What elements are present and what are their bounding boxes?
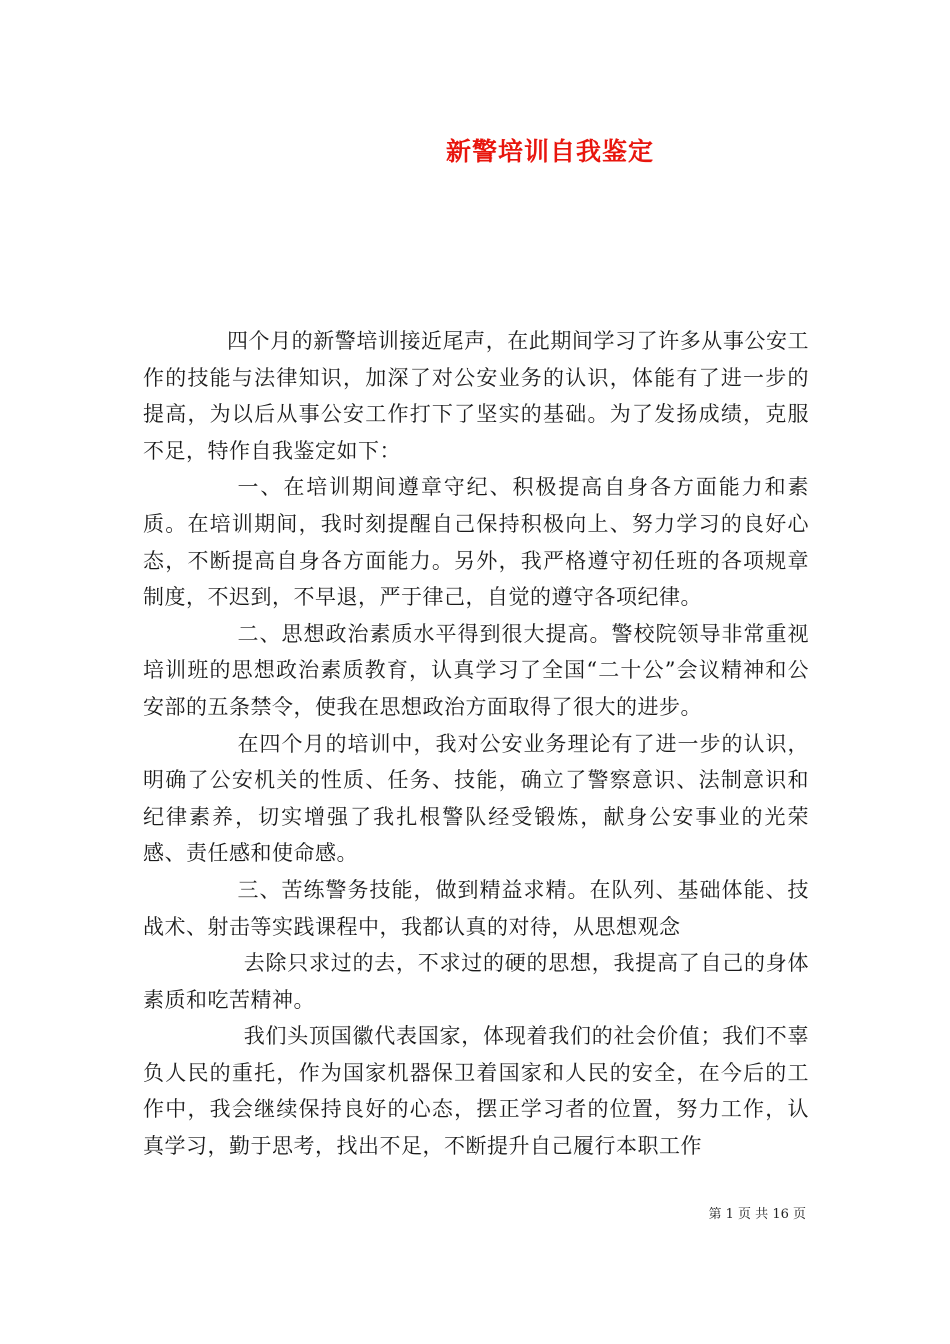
paragraph-closing: 我们头顶国徽代表国家，体现着我们的社会价值；我们不辜负人民的重托，作为国家机器保卫着国家和人民的安全，在今后的工作中，我会继续保持良好的心态，摆正学习者的位置，努力工作，认真学习，勤于思考，找出不足，不断提升自己履行本职工作 bbox=[143, 1024, 809, 1159]
paragraph-intro: 四个月的新警培训接近尾声，在此期间学习了许多从事公安工作的技能与法律知识，加深了对公安业务的认识，体能有了进一步的提高，为以后从事公安工作打下了坚实的基础。为了发扬成绩，克服不足，特作自我鉴定如下： bbox=[143, 329, 809, 463]
page-number-footer: 第 1 页 共 16 页 bbox=[708, 1207, 806, 1222]
document-body bbox=[143, 323, 809, 1165]
paragraph-section-1: 一、在培训期间遵章守纪、积极提高自身各方面能力和素质。在培训期间，我时刻提醒自己保持积极向上、努力学习的良好心态，不断提高自身各方面能力。另外，我严格遵守初任班的各项规章制度，不迟到，不早退，严于律己，自觉的遵守各项纪律。 bbox=[143, 475, 809, 610]
paragraph-section-3-continued: 去除只求过的去，不求过的硬的思想，我提高了自己的身体素质和吃苦精神。 bbox=[143, 951, 809, 1012]
paragraph-training-reflection: 在四个月的培训中，我对公安业务理论有了进一步的认识，明确了公安机关的性质、任务、技能，确立了警察意识、法制意识和纪律素养，切实增强了我扎根警队经受锻炼，献身公安事业的光荣感、责任感和使命感。 bbox=[143, 731, 809, 866]
document-title: 新警培训自我鉴定 bbox=[445, 137, 654, 166]
paragraph-section-2: 二、思想政治素质水平得到很大提高。警校院领导非常重视培训班的思想政治素质教育，认真学习了全国“二十公”会议精神和公安部的五条禁令，使我在思想政治方面取得了很大的进步。 bbox=[143, 621, 809, 719]
paragraph-section-3: 三、苦练警务技能，做到精益求精。在队列、基础体能、技战术、射击等实践课程中，我都认真的对待，从思想观念 bbox=[143, 877, 809, 939]
